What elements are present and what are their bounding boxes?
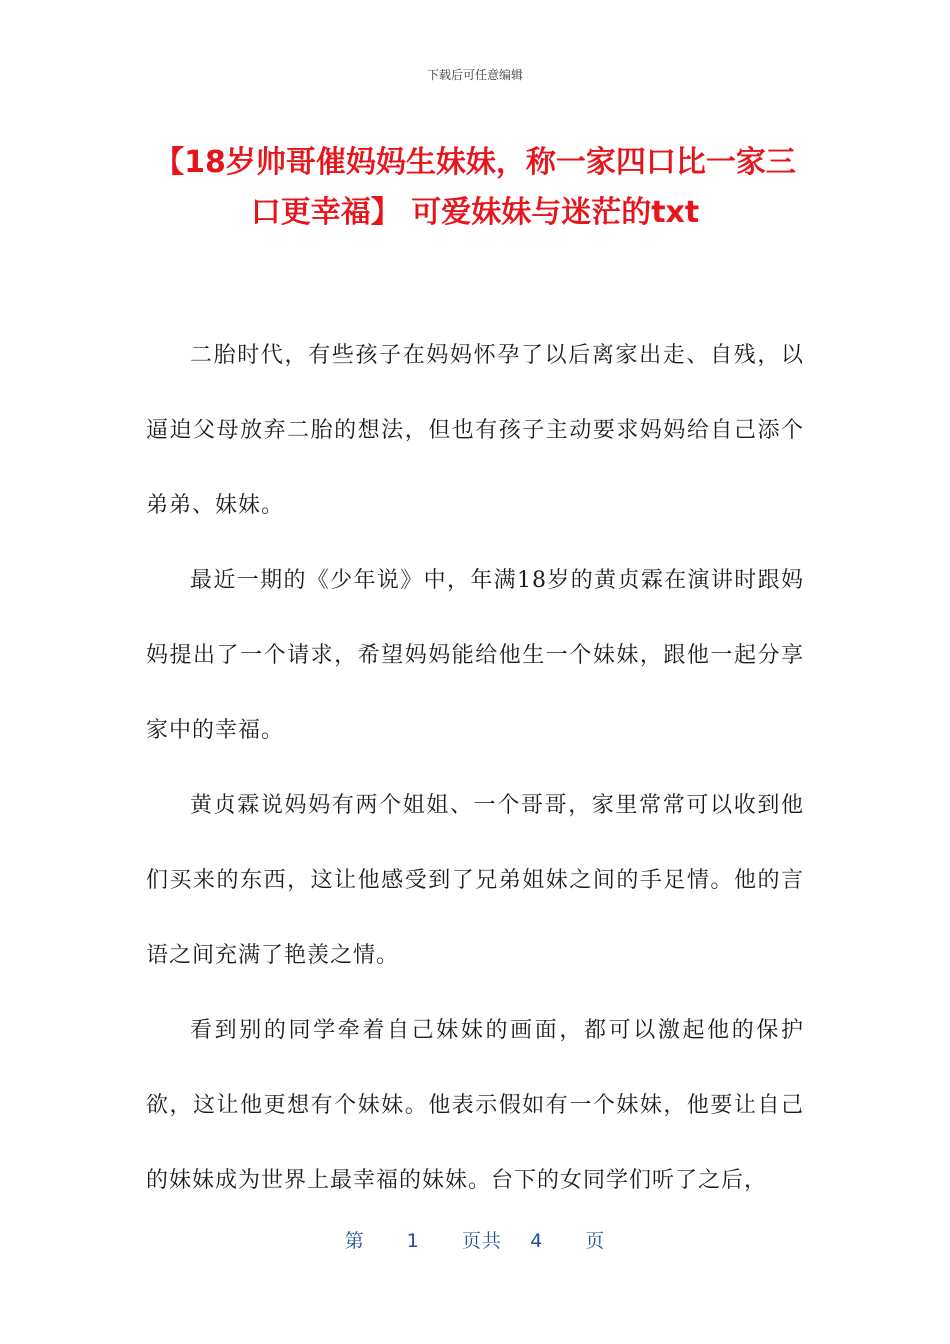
paragraph: 二胎时代，有些孩子在妈妈怀孕了以后离家出走、自残，以逼迫父母放弃二胎的想法，但也有孩子主动要求妈妈给自己添个弟弟、妹妹。	[146, 343, 804, 518]
document-body	[146, 318, 804, 1218]
paragraph: 看到别的同学牵着自己妹妹的画面，都可以激起他的保护欲，这让他更想有个妹妹。他表示假如有一个妹妹，他要让自己的妹妹成为世界上最幸福的妹妹。台下的女同学们听了之后，	[146, 1018, 804, 1193]
document-title: 【18岁帅哥催妈妈生妹妹，称一家四口比一家三口更幸福】 可爱妹妹与迷茫的txt	[154, 145, 796, 230]
footer-page-current: 1	[406, 1230, 420, 1252]
footer-page-suffix: 页	[585, 1230, 606, 1252]
footer-page-middle: 页共	[461, 1230, 502, 1252]
page-footer	[0, 1226, 950, 1253]
paragraph: 黄贞霖说妈妈有两个姐姐、一个哥哥，家里常常可以收到他们买来的东西，这让他感受到了兄弟姐妹之间的手足情。他的言语之间充满了艳羡之情。	[146, 793, 804, 968]
footer-page-prefix: 第	[344, 1230, 365, 1252]
footer-page-total: 4	[530, 1230, 544, 1252]
header-note: 下载后可任意编辑	[426, 68, 523, 82]
paragraph: 最近一期的《少年说》中，年满18岁的黄贞霖在演讲时跟妈妈提出了一个请求，希望妈妈能给他生一个妹妹，跟他一起分享家中的幸福。	[146, 568, 804, 743]
